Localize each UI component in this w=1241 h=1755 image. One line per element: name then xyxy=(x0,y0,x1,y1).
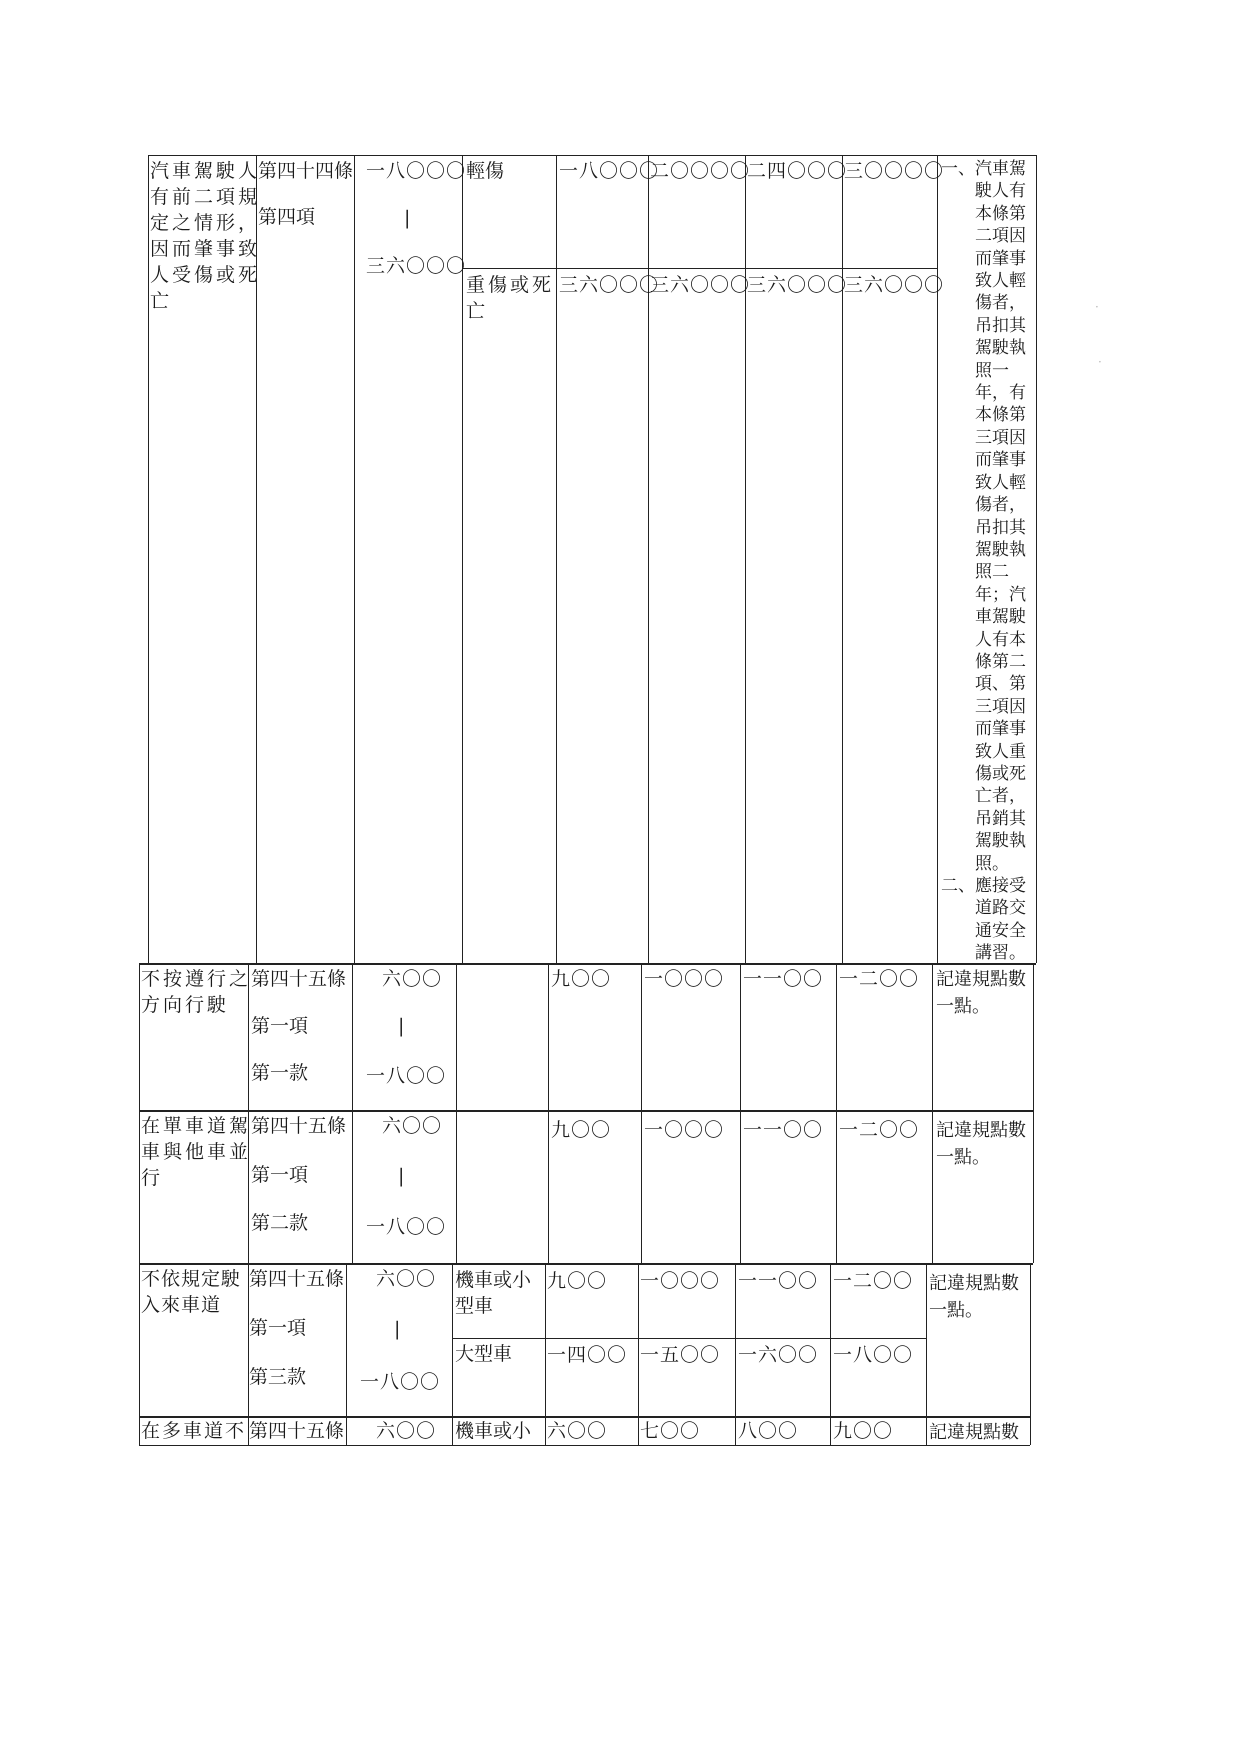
article-subclause: 第一款 xyxy=(251,1062,309,1084)
violation-description: 不依規定駛 入來車道 xyxy=(141,1268,242,1316)
fine-range-min: 六〇〇 xyxy=(376,1268,437,1290)
fine-range-separator: | xyxy=(398,1015,405,1037)
violation-description: 汽車駕駛人 有前二項規 定之情形， 因而肇事致 人受傷或死 亡 xyxy=(150,160,261,312)
article-number: 第四十五條 xyxy=(251,1115,347,1137)
fine-amount: 一二〇〇 xyxy=(839,968,920,990)
fine-amount: 一八〇〇 xyxy=(833,1344,914,1366)
fine-amount: 一〇〇〇 xyxy=(644,1119,725,1141)
fine-amount: 一五〇〇 xyxy=(640,1344,721,1366)
table-border xyxy=(836,963,837,1263)
article-number: 第四十五條 xyxy=(249,1268,345,1290)
table-border xyxy=(139,1445,1030,1446)
violation-description: 在多車道不 xyxy=(141,1420,247,1442)
sub-category-label: 機車或小 型車 xyxy=(455,1269,532,1317)
table-border xyxy=(354,155,355,963)
table-border xyxy=(456,963,457,1263)
fine-amount: 一一〇〇 xyxy=(738,1270,819,1292)
sub-category-label: 重傷或死 亡 xyxy=(466,274,555,322)
table-border xyxy=(556,155,557,963)
remarks: 記違規點數 一點。 xyxy=(936,1120,1026,1168)
article-subclause: 第三款 xyxy=(249,1366,307,1388)
fine-amount: 一六〇〇 xyxy=(738,1344,819,1366)
table-border xyxy=(148,155,149,963)
article-number: 第四十五條 xyxy=(249,1420,345,1442)
fine-amount: 二〇〇〇〇 xyxy=(650,160,751,182)
scan-speck: · xyxy=(1098,355,1102,369)
fine-amount: 九〇〇 xyxy=(551,968,612,990)
table-border xyxy=(1036,155,1037,963)
fine-amount: 一二〇〇 xyxy=(839,1119,920,1141)
table-border xyxy=(139,1110,1033,1112)
fine-amount: 九〇〇 xyxy=(547,1270,608,1292)
fine-range-separator: | xyxy=(394,1318,401,1340)
fine-amount: 一〇〇〇 xyxy=(644,968,725,990)
table-border xyxy=(139,1263,1033,1265)
table-border xyxy=(462,268,937,269)
violation-description: 在單車道駕 車與他車並 行 xyxy=(141,1115,252,1189)
fine-amount: 三六〇〇〇 xyxy=(559,274,660,296)
fine-amount: 一一〇〇 xyxy=(743,968,824,990)
table-border xyxy=(352,963,353,1263)
table-border xyxy=(148,155,1036,156)
table-border xyxy=(548,963,549,1263)
fine-range-max: 三六〇〇〇 xyxy=(366,255,467,277)
sub-category-label: 機車或小 xyxy=(455,1420,532,1442)
fine-range-min: 六〇〇 xyxy=(382,968,443,990)
fine-range-max: 一八〇〇 xyxy=(360,1371,441,1393)
sub-category-label: 輕傷 xyxy=(466,160,505,182)
fine-amount: 一四〇〇 xyxy=(547,1344,628,1366)
fine-amount: 二四〇〇〇 xyxy=(747,160,848,182)
table-border xyxy=(139,963,140,1445)
fine-range-max: 一八〇〇 xyxy=(366,1065,447,1087)
fine-range-min: 六〇〇 xyxy=(382,1115,443,1137)
fine-amount: 八〇〇 xyxy=(738,1420,799,1442)
fine-amount: 一二〇〇 xyxy=(833,1270,914,1292)
fine-range-max: 一八〇〇 xyxy=(366,1216,447,1238)
fine-amount: 一八〇〇〇 xyxy=(559,160,660,182)
fine-amount: 九〇〇 xyxy=(551,1119,612,1141)
fine-range-min: 一八〇〇〇 xyxy=(366,160,467,182)
table-border xyxy=(932,963,933,1263)
table-border xyxy=(1030,1263,1031,1445)
fine-amount: 三六〇〇〇 xyxy=(747,274,848,296)
fine-range-min: 六〇〇 xyxy=(376,1420,437,1442)
remarks: 一、汽車駕 駛人有 本條第 二項因 而肇事 致人輕 傷者， 吊扣其 駕駛執 照一 年，有 本條第 三項因 而肇事 致人輕 傷者， 吊扣其 駕駛執 照二 年；汽 車駕駛 人有本 條第二 項、第 三項因 而肇事 致人重 傷或死 亡者， 吊銷其 駕駛執 照。 二、應接受 道路交 通安全 講習。 xyxy=(941,159,1026,964)
remarks: 記違規點數 一點。 xyxy=(929,1273,1019,1321)
table-border xyxy=(641,963,642,1263)
fine-amount: 一一〇〇 xyxy=(743,1119,824,1141)
table-border xyxy=(740,963,741,1263)
article-clause: 第四項 xyxy=(258,206,316,228)
table-border xyxy=(452,1338,926,1339)
article-clause: 第一項 xyxy=(251,1164,309,1186)
fine-amount: 七〇〇 xyxy=(640,1420,701,1442)
remarks: 記違規點數 一點。 xyxy=(936,969,1026,1017)
fine-amount: 一〇〇〇 xyxy=(640,1270,721,1292)
sub-category-label: 大型車 xyxy=(455,1343,513,1365)
scan-speck: · xyxy=(1095,300,1099,314)
fine-amount: 六〇〇 xyxy=(547,1420,608,1442)
fine-amount: 三〇〇〇〇 xyxy=(844,160,945,182)
article-number: 第四十五條 xyxy=(251,968,347,990)
remarks: 記違規點數 xyxy=(929,1422,1019,1443)
fine-amount: 三六〇〇〇 xyxy=(844,274,945,296)
fine-range-separator: | xyxy=(398,1165,405,1187)
table-border xyxy=(1033,963,1034,1263)
fine-amount: 九〇〇 xyxy=(833,1420,894,1442)
table-border xyxy=(139,963,1036,965)
fine-amount: 三六〇〇〇 xyxy=(650,274,751,296)
violation-description: 不按遵行之 方向行駛 xyxy=(141,968,252,1016)
fine-range-separator: | xyxy=(404,207,411,229)
article-subclause: 第二款 xyxy=(251,1212,309,1234)
article-clause: 第一項 xyxy=(249,1317,307,1339)
article-number: 第四十四條 xyxy=(258,160,354,182)
article-clause: 第一項 xyxy=(251,1015,309,1037)
